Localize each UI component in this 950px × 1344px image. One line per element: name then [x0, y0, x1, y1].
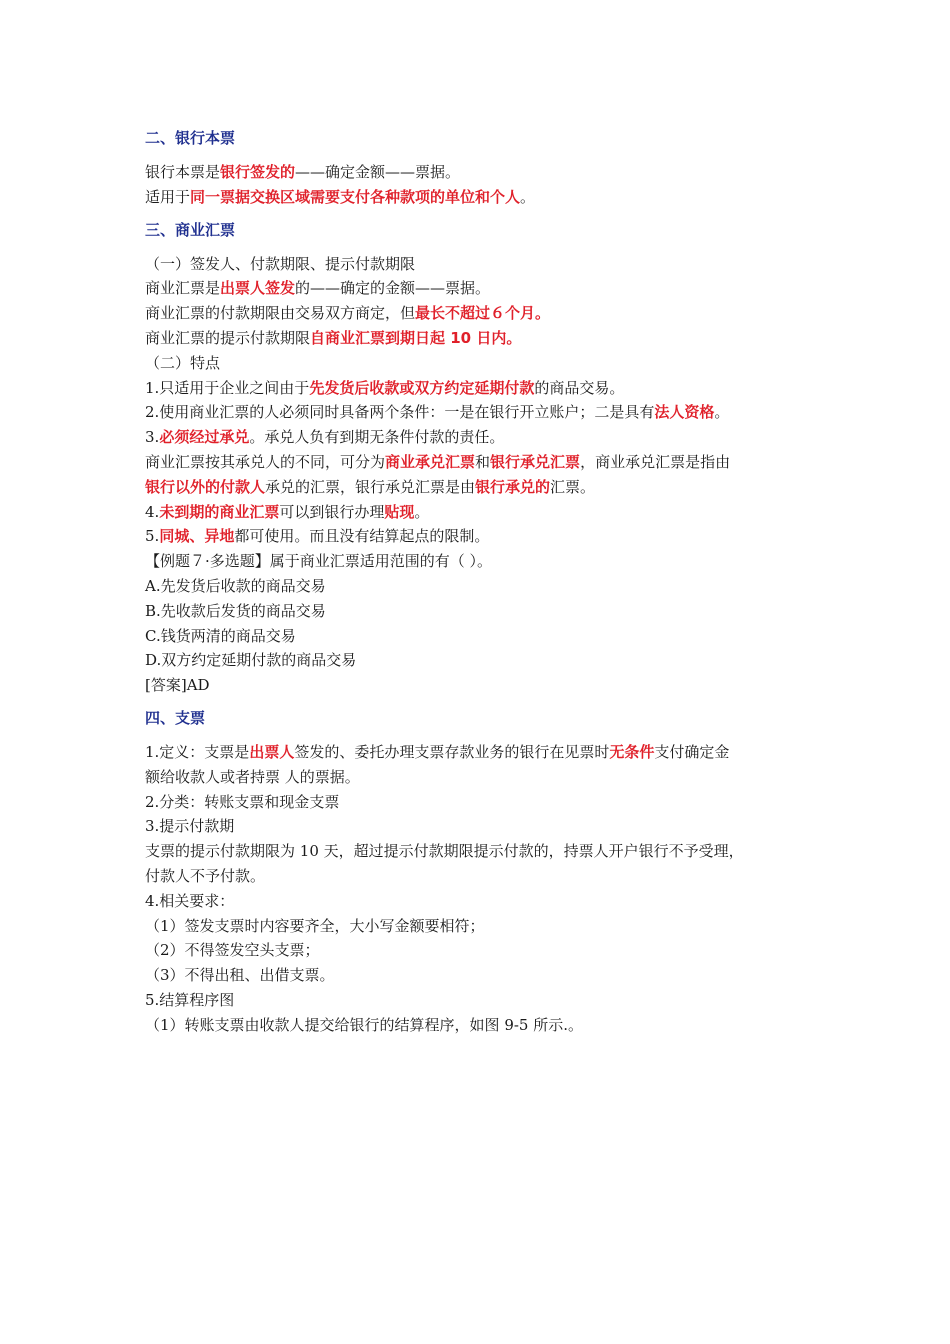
- body-text: 。: [714, 403, 730, 422]
- body-text: 。承兑人负有到期无条件付款的责任。: [249, 428, 505, 447]
- emphasis-text: 最长不超过６个月。: [415, 304, 551, 323]
- text-line: [145, 450, 825, 475]
- body-text: 4.相关要求：: [145, 891, 235, 910]
- heading-commercial-bill: 三、商业汇票: [145, 220, 236, 239]
- body-text: 2.分类：转账支票和现金支票: [145, 792, 340, 811]
- body-text: 和: [475, 452, 491, 471]
- emphasis-text: 贴现: [384, 502, 415, 521]
- body-text: 额给收款人或者持票 人的票据。: [145, 767, 360, 786]
- section-bank-draft-body: [145, 160, 825, 210]
- body-text: （2）不得签发空头支票；: [145, 941, 320, 960]
- body-text: 3.提示付款期: [145, 817, 235, 836]
- body-text: （1）签发支票时内容要齐全，大小写金额要相符；: [145, 916, 485, 935]
- body-text: B.先收款后发货的商品交易: [145, 601, 326, 620]
- body-text: 5.结算程序图: [145, 990, 235, 1009]
- text-line: [145, 301, 825, 326]
- body-text: 付款人不予付款。: [145, 866, 266, 885]
- emphasis-text: 必须经过承兑: [159, 428, 250, 447]
- body-text: 支票的提示付款期限为 10 天，超过提示付款期限提示付款的，持票人开户银行不予受理，: [145, 842, 744, 861]
- text-line: [145, 740, 825, 765]
- body-text: 商业汇票按其承兑人的不同，可分为: [145, 452, 386, 471]
- body-text: （一）签发人、付款期限、提示付款期限: [145, 254, 416, 273]
- emphasis-text: 银行承兑的: [475, 477, 551, 496]
- text-line: [145, 376, 825, 401]
- text-line: [145, 790, 825, 815]
- body-text: 适用于: [145, 187, 191, 206]
- text-line: [145, 914, 825, 939]
- body-text: 1.定义：支票是: [145, 742, 250, 761]
- body-text: 5.: [145, 527, 160, 546]
- text-line: [145, 814, 825, 839]
- body-text: 承兑的汇票，银行承兑汇票是由: [265, 477, 476, 496]
- text-line: [145, 599, 825, 624]
- text-line: [145, 252, 825, 277]
- heading-bank-draft: 二、银行本票: [145, 129, 236, 147]
- body-text: 汇票。: [550, 477, 596, 496]
- body-text: 商业汇票的付款期限由交易双方商定，但: [145, 304, 416, 323]
- text-line: [145, 864, 825, 889]
- body-text: 的商品交易。: [534, 378, 625, 397]
- text-line: [145, 1013, 825, 1038]
- text-line: [145, 574, 825, 599]
- body-text: D.双方约定延期付款的商品交易: [145, 651, 357, 670]
- emphasis-text: 同城、异地: [159, 527, 235, 546]
- body-text: 银行本票是: [145, 163, 221, 181]
- body-text: 1.只适用于企业之间由于: [145, 378, 310, 397]
- emphasis-text: 银行承兑汇票: [490, 452, 581, 471]
- body-text: （3）不得出租、出借支票。: [145, 966, 335, 985]
- emphasis-text: 出票人: [249, 742, 295, 761]
- text-line: [145, 988, 825, 1013]
- text-line: [145, 673, 825, 698]
- text-line: [145, 185, 825, 210]
- body-text: 商业汇票是: [145, 279, 221, 298]
- text-line: [145, 351, 825, 376]
- emphasis-text: 无条件: [609, 742, 655, 761]
- body-text: 。: [414, 502, 430, 521]
- text-line: [145, 938, 825, 963]
- text-line: [145, 475, 825, 500]
- emphasis-text: 未到期的商业汇票: [159, 502, 280, 521]
- text-line: [145, 276, 825, 301]
- body-text: 【例题７·多选题】属于商业汇票适用范围的有（ ）。: [145, 552, 493, 571]
- body-text: 商业汇票的提示付款期限: [145, 328, 311, 347]
- body-text: 3.: [145, 428, 160, 447]
- text-line: [145, 549, 825, 574]
- text-line: [145, 400, 825, 425]
- emphasis-text: 法人资格: [654, 403, 715, 422]
- body-text: A.先发货后收款的商品交易: [145, 576, 326, 595]
- body-text: [答案]AD: [145, 676, 210, 695]
- body-text: 可以到银行办理: [279, 502, 385, 521]
- emphasis-text: 自商业汇票到期日起 10 日内。: [310, 328, 522, 347]
- emphasis-text: 银行以外的付款人: [145, 477, 266, 496]
- text-line: [145, 648, 825, 673]
- body-text: 4.: [145, 502, 160, 521]
- section-check-body: [145, 740, 825, 1038]
- emphasis-text: 同一票据交换区域需要支付各种款项的单位和个人: [190, 187, 521, 206]
- body-text: （1）转账支票由收款人提交给银行的结算程序，如图 9-5 所示.。: [145, 1015, 584, 1034]
- emphasis-text: 银行签发的: [220, 163, 296, 181]
- emphasis-text: 出票人签发: [220, 279, 296, 298]
- text-line: [145, 326, 825, 351]
- text-line: [145, 839, 825, 864]
- body-text: 的——确定的金额——票据。: [295, 279, 491, 298]
- text-line: [145, 524, 825, 549]
- text-line: [145, 889, 825, 914]
- body-text: ，商业承兑汇票是指由: [580, 452, 731, 471]
- text-line: [145, 963, 825, 988]
- text-line: [145, 624, 825, 649]
- body-text: C.钱货两清的商品交易: [145, 626, 296, 645]
- body-text: 都可使用。而且没有结算起点的限制。: [234, 527, 490, 546]
- emphasis-text: 商业承兑汇票: [385, 452, 476, 471]
- emphasis-text: 先发货后收款或双方约定延期付款: [309, 378, 535, 397]
- heading-check: 四、支票: [145, 708, 206, 727]
- section-commercial-bill-body: [145, 252, 825, 698]
- text-line: [145, 160, 825, 185]
- body-text: 签发的、委托办理支票存款业务的银行在见票时: [294, 742, 610, 761]
- body-text: （二）特点: [145, 353, 221, 372]
- text-line: [145, 425, 825, 450]
- body-text: ——确定金额——票据。: [295, 163, 461, 181]
- body-text: 。: [520, 187, 536, 206]
- text-line: [145, 765, 825, 790]
- text-line: [145, 500, 825, 525]
- body-text: 支付确定金: [654, 742, 730, 761]
- body-text: 2.使用商业汇票的人必须同时具备两个条件：一是在银行开立账户；二是具有: [145, 403, 655, 422]
- document-page: [145, 122, 825, 1038]
